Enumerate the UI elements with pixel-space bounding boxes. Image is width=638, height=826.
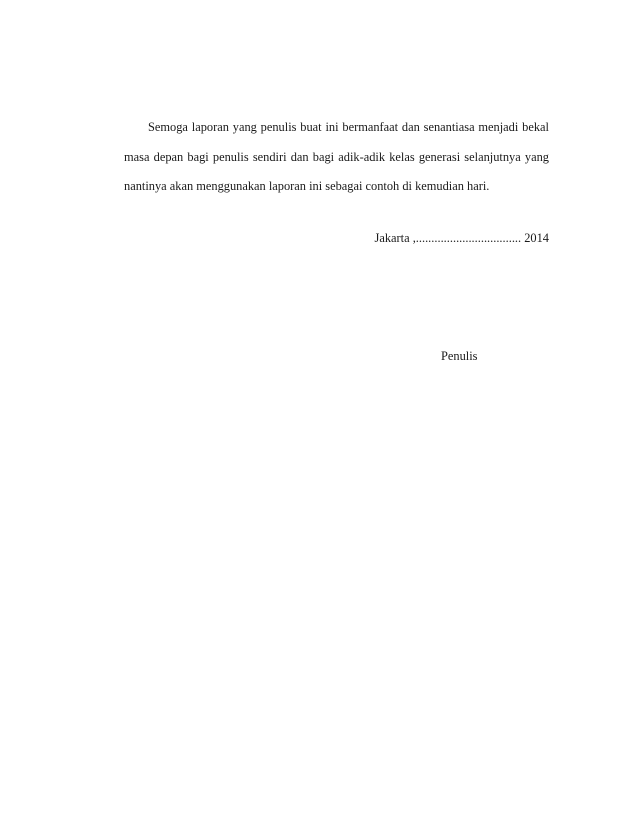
paragraph-line: nantinya akan menggunakan laporan ini sebagai contoh di kemudian hari. [124, 179, 490, 193]
closing-paragraph [124, 113, 549, 202]
place-date-line: Jakarta ,.................................. 2014 [374, 231, 549, 245]
paragraph-line: masa depan bagi penulis sendiri dan bagi adik-adik kelas generasi selanjutnya yang [124, 149, 549, 164]
author-signature: Penulis [441, 349, 478, 363]
paragraph-line: Semoga laporan yang penulis buat ini bermanfaat dan senantiasa menjadi bekal [148, 120, 549, 134]
